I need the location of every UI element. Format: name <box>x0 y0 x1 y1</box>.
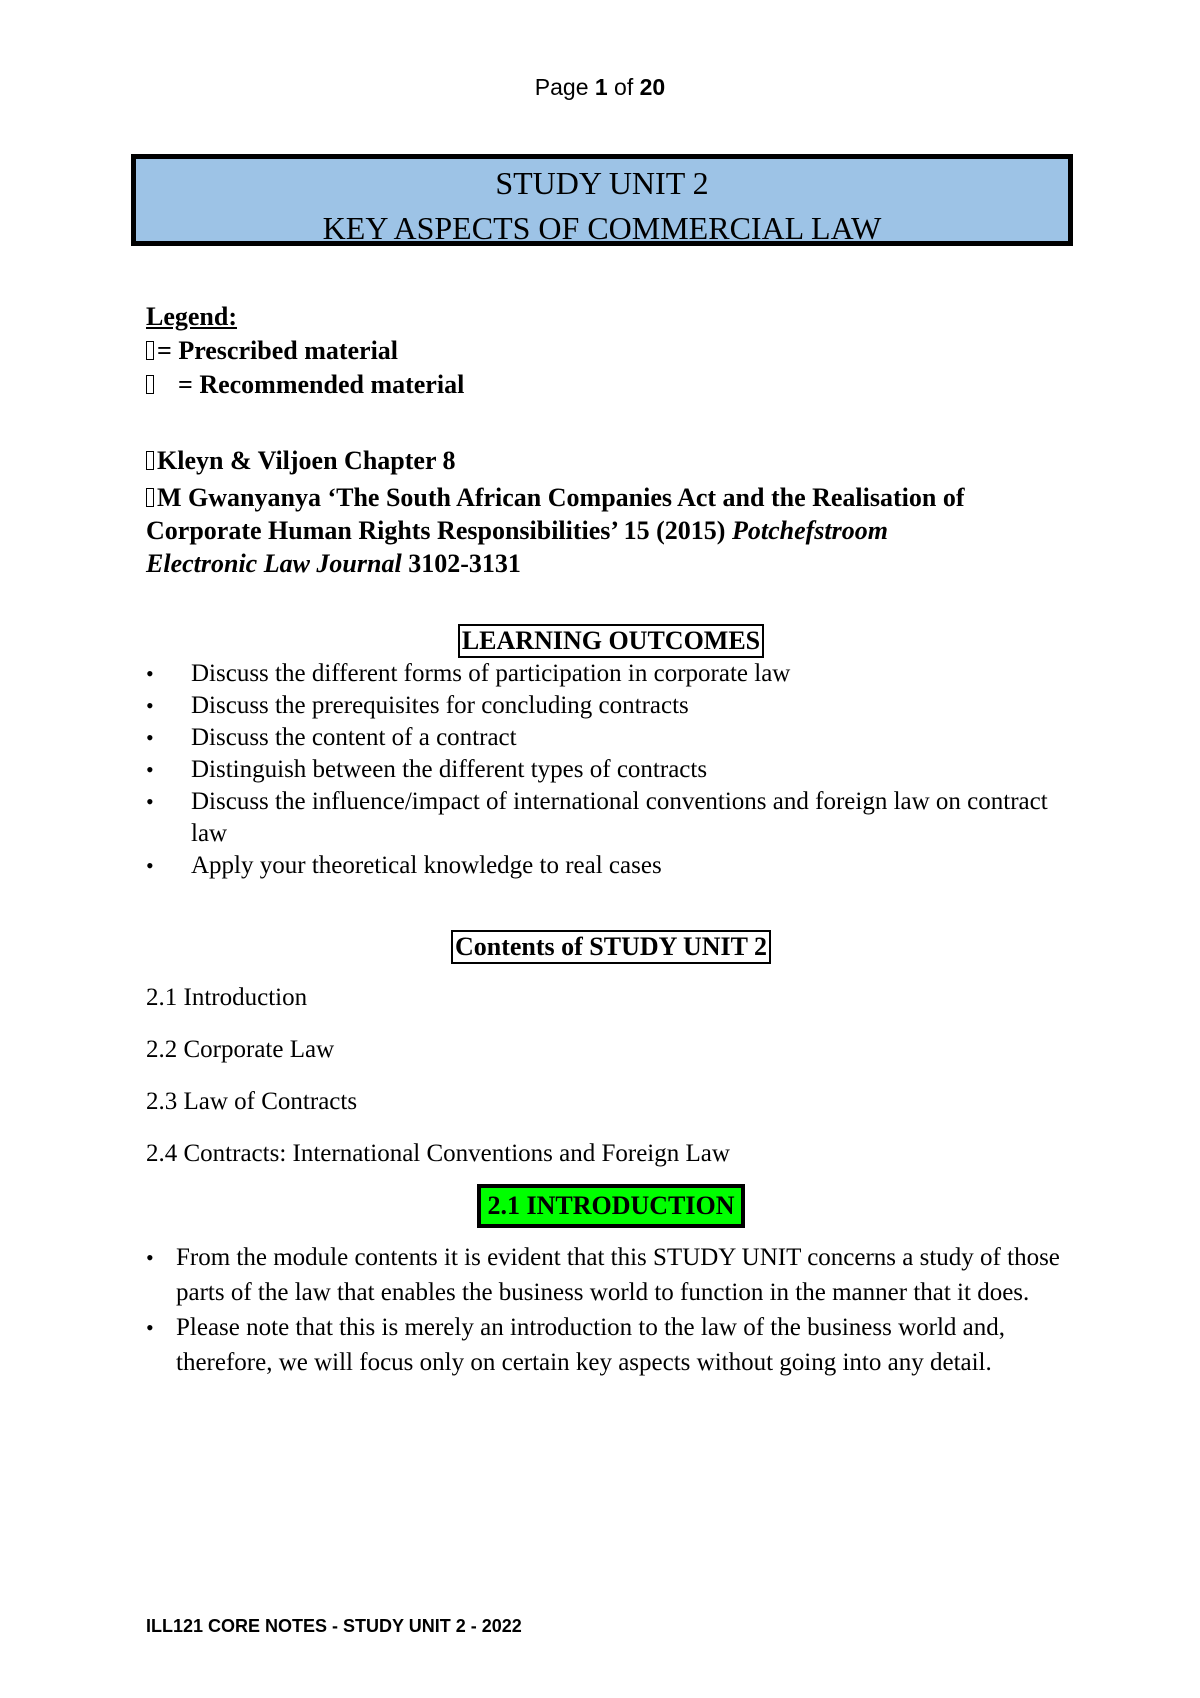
list-item: • Discuss the influence/impact of international conventions and foreign law on contract law <box>146 786 1076 850</box>
learning-outcomes-list <box>146 658 1076 882</box>
learning-outcomes-heading-wrap <box>146 624 1076 658</box>
page-total: 20 <box>639 74 666 100</box>
contents-heading-wrap <box>146 930 1076 964</box>
reference-2 <box>146 481 1076 580</box>
legend-recommended-text: = Recommended material <box>178 370 465 399</box>
recommended-icon <box>146 375 154 394</box>
introduction-heading-wrap <box>146 1184 1076 1228</box>
learning-outcomes-heading: LEARNING OUTCOMES <box>458 624 764 658</box>
list-item: • Discuss the different forms of participation in corporate law <box>146 658 1076 690</box>
reference-1 <box>146 444 1076 477</box>
introduction-heading: 2.1 INTRODUCTION <box>477 1184 744 1228</box>
list-item: • From the module contents it is evident that this STUDY UNIT concerns a study of those parts of the law that enables the business world to function in the manner that it does. <box>146 1240 1076 1310</box>
title-line-1: STUDY UNIT 2 <box>495 165 709 201</box>
contents-item-4: 2.4 Contracts: International Conventions and Foreign Law <box>146 1140 730 1167</box>
reference-1-text: Kleyn & Viljoen Chapter 8 <box>157 446 456 475</box>
legend-prescribed <box>146 334 1076 368</box>
list-item: • Apply your theoretical knowledge to real cases <box>146 850 1076 882</box>
reference-2-line-2: Corporate Human Rights Responsibilities’ 15 (2015) <box>146 516 732 545</box>
contents-item-3: 2.3 Law of Contracts <box>146 1088 358 1115</box>
reference-2-line-1: M Gwanyanya ‘The South African Companies Act and the Realisation of <box>157 483 965 512</box>
recommended-icon <box>146 488 154 507</box>
title-line-2: KEY ASPECTS OF COMMERCIAL LAW <box>322 210 882 246</box>
contents-item-2: 2.2 Corporate Law <box>146 1036 335 1063</box>
main-content <box>146 300 1076 1380</box>
page-footer: ILL121 CORE NOTES - STUDY UNIT 2 - 2022 <box>146 1616 522 1636</box>
study-unit-title-box <box>131 154 1073 246</box>
page-number <box>0 74 1200 101</box>
page-current: 1 <box>594 74 608 100</box>
list-item: • Discuss the content of a contract <box>146 722 1076 754</box>
contents-item-1: 2.1 Introduction <box>146 984 308 1011</box>
page-of: of <box>607 74 640 100</box>
legend-prescribed-text: = Prescribed material <box>157 336 399 365</box>
prescribed-icon <box>146 451 154 470</box>
journal-name-part-2: Electronic Law Journal <box>146 549 402 578</box>
list-item: • Please note that this is merely an introduction to the law of the business world and, therefore, we will focus only on certain key aspects without going into any detail. <box>146 1310 1076 1380</box>
legend-recommended <box>146 368 1076 402</box>
list-item: • Discuss the prerequisites for concluding contracts <box>146 690 1076 722</box>
legend-title: Legend: <box>146 302 237 331</box>
page-prefix: Page <box>534 74 595 100</box>
journal-pages: 3102-3131 <box>401 549 521 578</box>
contents-heading: Contents of STUDY UNIT 2 <box>451 930 771 964</box>
list-item: • Distinguish between the different types of contracts <box>146 754 1076 786</box>
introduction-list <box>146 1240 1076 1380</box>
prescribed-icon <box>146 341 154 360</box>
journal-name-part-1: Potchefstroom <box>731 516 888 545</box>
